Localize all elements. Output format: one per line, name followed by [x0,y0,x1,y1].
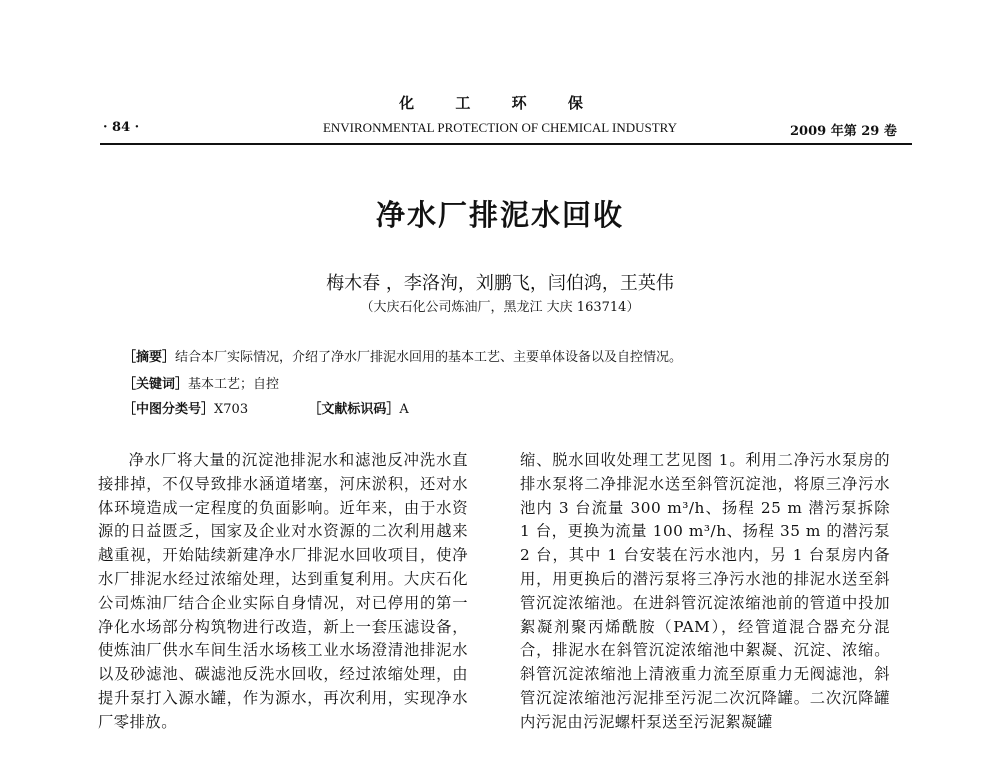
right-paragraph: 缩、脱水回收处理工艺见图 1。利用二净污水泵房的排水泵将二净排泥水送至斜管沉淀池，将原三净污水池内 3 台流量 300 m³/h、扬程 25 m 潜污泵拆除 1 台，更换为流量 100 m³/h、扬程 35 m 的潜污泵 2 台，其中 1 台安装在污水池内，另 1 台泵房内备用，用更换后的潜污泵将三净污水池的排泥水送至斜管沉淀浓缩池。在进斜管沉淀浓缩池前的管道中投加絮凝剂聚丙烯酰胺（PAM），经管道混合器充分混合，排泥水在斜管沉淀浓缩池中絮凝、沉淀、浓缩。斜管沉淀浓缩池上清液重力流至原重力无阀滤池，斜管沉淀浓缩池污泥排至污泥二次沉降罐。二次沉降罐内污泥由污泥螺杆泵送至污泥絮凝罐 [520,451,890,731]
journal-title-cn: 化 工 环 保 [399,94,601,112]
keywords [123,373,279,392]
authors: 梅木春 ，李洛洵，刘鹏飞，闫伯鸿，王英伟 [326,273,674,294]
journal-title-en: ENVIRONMENTAL PROTECTION OF CHEMICAL INDUSTRY [322,120,678,135]
header-rule [100,143,912,145]
keywords-label: ［关键词］ [123,377,189,392]
left-paragraph: 净水厂将大量的沉淀池排泥水和滤池反冲洗水直接排掉，不仅导致排水涵道堵塞，河床淤积，还对水体环境造成一定程度的负面影响。近年来，由于水资源的日益匮乏，国家及企业对水资源的二次利用越来越重视，开始陆续新建净水厂排泥水回收项目，使净水厂排泥水经过浓缩处理，达到重复利用。大庆石化公司炼油厂结合企业实际自身情况，对已停用的第一净化水场部分构筑物进行改造，新上一套压滤设备，使炼油厂供水车间生活水场核工业水场澄清池排泥水以及砂滤池、碳滤池反洗水回收，经过浓缩处理，由提升泵打入源水罐，作为源水，再次利用，实现净水厂零排放。 [98,451,468,731]
abstract-label: ［摘要］ [123,350,176,365]
affiliation: （大庆石化公司炼油厂，黑龙江 大庆 163714） [360,300,640,315]
clc-label: ［中图分类号］ [123,402,215,417]
clc-value: X703 [214,402,249,417]
body-right-column [520,449,890,735]
volume-label: 2009 年第 29 卷 [790,124,897,139]
keywords-text: 基本工艺；自控 [188,377,280,392]
page-number: · 84 · [103,120,140,135]
body-left-column [98,449,468,735]
doc-code-value: A [399,402,409,417]
abstract [123,346,682,365]
article-title: 净水厂排泥水回收 [375,198,624,232]
classification [123,398,409,417]
doc-code-label: ［文献标识码］ [308,402,400,417]
abstract-text: 结合本厂实际情况，介绍了净水厂排泥水回用的基本工艺、主要单体设备以及自控情况。 [175,350,683,365]
